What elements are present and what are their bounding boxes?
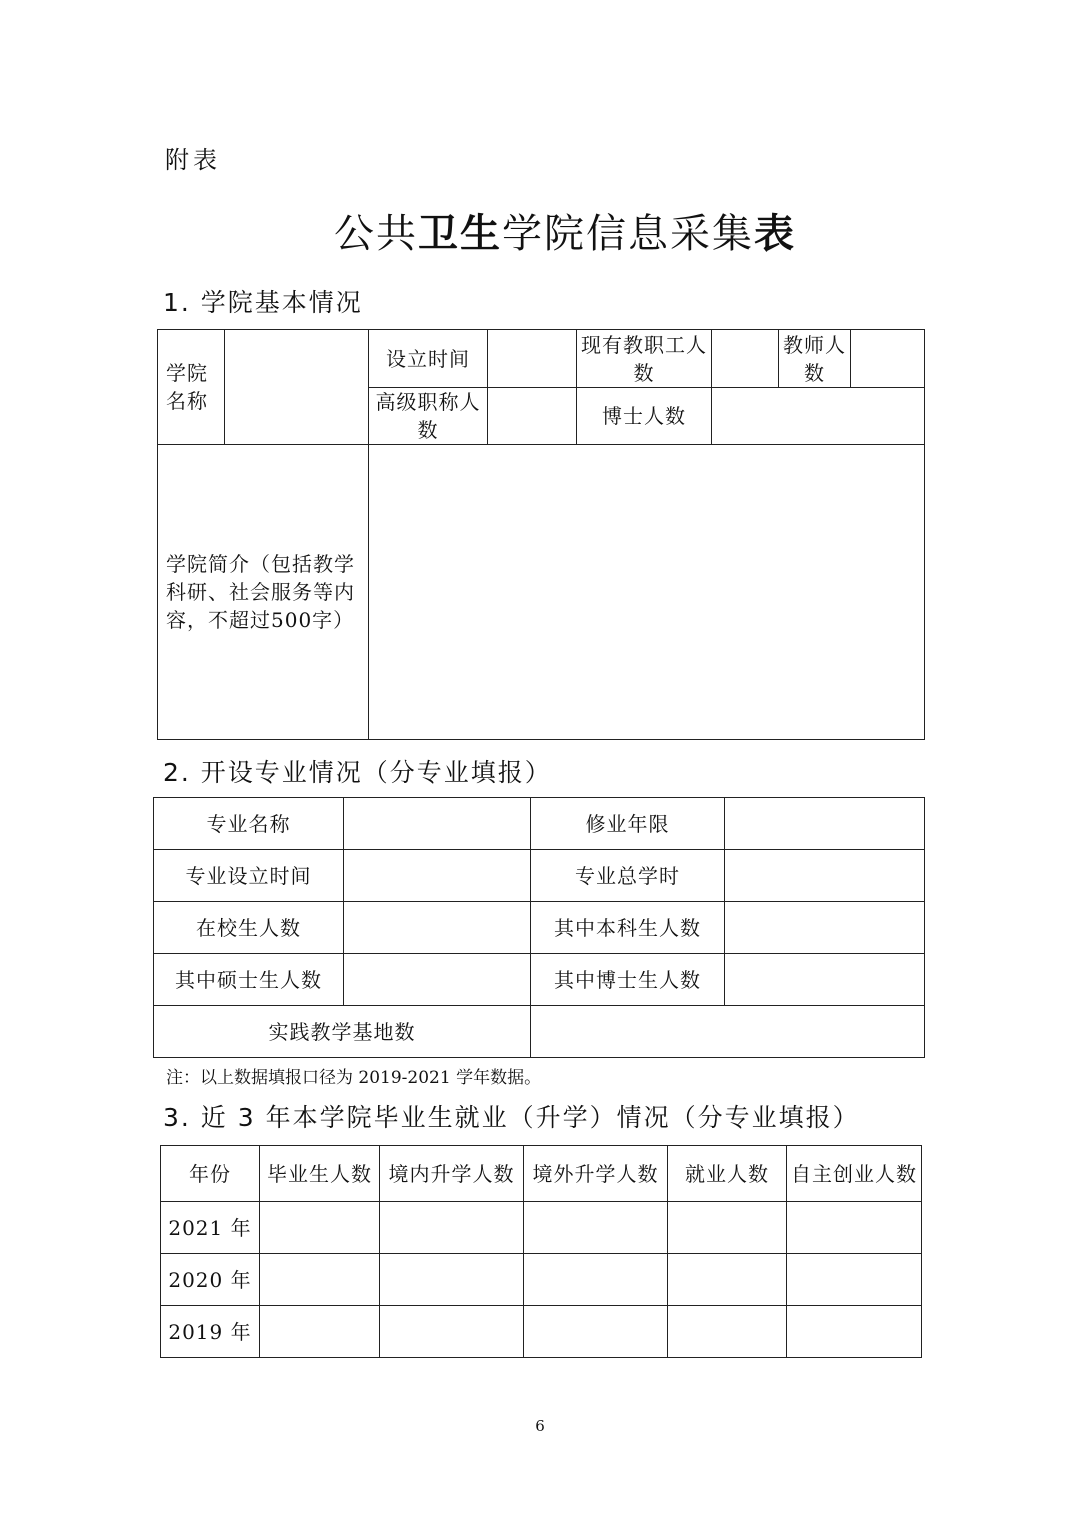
major-info-table [153,797,925,1058]
section3-heading: 3. 近 3 年本学院毕业生就业（升学）情况（分专业填报） [163,1103,860,1132]
row-year-2020: 2020 年 [161,1254,260,1306]
page-number: 6 [535,1417,545,1435]
label-college-name: 学院名称 [158,330,225,445]
input-established[interactable] [488,330,577,388]
label-practice-bases: 实践教学基地数 [154,1006,531,1058]
data-note: 注：以上数据填报口径为 2019-2021 学年数据。 [166,1068,542,1088]
label-phd: 博士人数 [577,388,712,445]
appendix-label: 附表 [165,146,221,174]
row-year-2021: 2021 年 [161,1202,260,1254]
input-phd[interactable] [712,388,925,445]
college-basic-info-table [157,329,925,740]
label-total-hours: 专业总学时 [531,850,725,902]
label-major-name: 专业名称 [154,798,344,850]
title-part-2: 卫生 [418,211,502,257]
label-study-years: 修业年限 [531,798,725,850]
input-senior-titles[interactable] [488,388,577,445]
input-practice-bases[interactable] [531,1006,925,1058]
col-header-domestic-study: 境内升学人数 [380,1146,524,1202]
label-college-intro: 学院简介（包括教学科研、社会服务等内容，不超过500字） [158,445,369,740]
input-enrolled[interactable] [344,902,531,954]
label-established: 设立时间 [369,330,488,388]
input-masters[interactable] [344,954,531,1006]
row-year-2019: 2019 年 [161,1306,260,1358]
table-row [161,1306,922,1358]
table-row [161,1202,922,1254]
input-cell[interactable] [668,1202,787,1254]
section2-heading: 2. 开设专业情况（分专业填报） [163,758,552,787]
title-part-3: 学院信息采集 [502,211,754,257]
input-cell[interactable] [380,1254,524,1306]
input-major-established[interactable] [344,850,531,902]
section1-heading: 1. 学院基本情况 [163,288,363,317]
input-cell[interactable] [787,1202,922,1254]
input-cell[interactable] [787,1254,922,1306]
input-cell[interactable] [668,1254,787,1306]
label-doctoral: 其中博士生人数 [531,954,725,1006]
input-undergrad[interactable] [725,902,925,954]
graduate-employment-table [160,1145,922,1358]
table-row [161,1254,922,1306]
col-header-graduates: 毕业生人数 [260,1146,380,1202]
label-staff: 现有教职工人数 [577,330,712,388]
label-senior-titles: 高级职称人数 [369,388,488,445]
input-cell[interactable] [260,1202,380,1254]
label-major-established: 专业设立时间 [154,850,344,902]
input-cell[interactable] [787,1306,922,1358]
col-header-self-employed: 自主创业人数 [787,1146,922,1202]
input-cell[interactable] [260,1306,380,1358]
input-teachers[interactable] [851,330,925,388]
label-teachers: 教师人数 [779,330,851,388]
label-masters: 其中硕士生人数 [154,954,344,1006]
input-cell[interactable] [260,1254,380,1306]
label-undergrad: 其中本科生人数 [531,902,725,954]
input-cell[interactable] [380,1306,524,1358]
input-cell[interactable] [524,1202,668,1254]
page-title [0,202,1080,259]
input-cell[interactable] [524,1306,668,1358]
input-cell[interactable] [668,1306,787,1358]
input-college-intro[interactable] [369,445,925,740]
input-total-hours[interactable] [725,850,925,902]
input-study-years[interactable] [725,798,925,850]
title-part-1: 公共 [334,211,418,257]
input-cell[interactable] [380,1202,524,1254]
input-major-name[interactable] [344,798,531,850]
input-doctoral[interactable] [725,954,925,1006]
col-header-overseas-study: 境外升学人数 [524,1146,668,1202]
col-header-employed: 就业人数 [668,1146,787,1202]
input-college-name[interactable] [225,330,369,445]
title-part-4: 表 [754,211,796,257]
input-cell[interactable] [524,1254,668,1306]
col-header-year: 年份 [161,1146,260,1202]
input-staff[interactable] [712,330,779,388]
label-enrolled: 在校生人数 [154,902,344,954]
